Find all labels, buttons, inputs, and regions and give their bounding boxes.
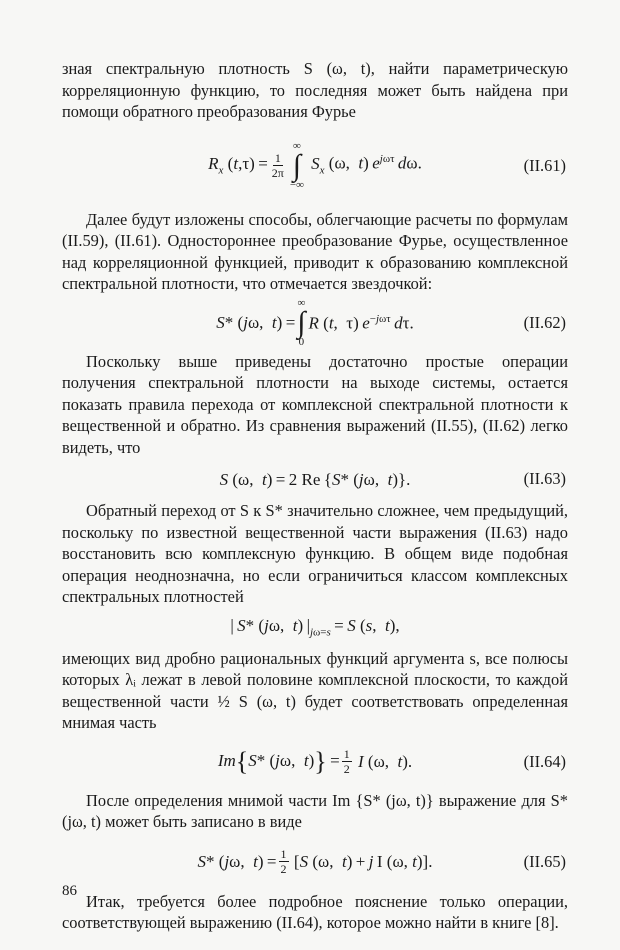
paragraph-4: Обратный переход от S к S* значительно сложнее, чем предыдущий, поскольку по известной вещественной части выражения (II.63) надо восстановить всю комплексную функцию. В общем виде подобная операция неоднозначна, но если ограничиться классом комплексных спектральных плотностей bbox=[62, 501, 568, 606]
equation-label: (II.65) bbox=[523, 851, 566, 871]
equation-II-61: $R_x$ (t,τ) = $\frac{1}{2\pi}$ ∞ ∫ −∞ $S_x$ (ω, t) $e^{j\omega\tau}$ dω. (II.61) bbox=[208, 139, 566, 191]
equation-II-64: Im{S* (jω, t)} = $\frac{1}{2}$ I (ω, t). (II.64) bbox=[217, 746, 566, 776]
paragraph-1: зная спектральную плотность S (ω, t), найти параметрическую корреляционную функцию, то последняя может быть найдена при помощи обратного преобразования Фурье bbox=[62, 59, 568, 121]
paragraph-2: Далее будут изложены способы, облегчающие расчеты по формулам (II.59), (II.61). Одностороннее преобразование Фурье, осуществленное над корреляционной функцией, приводит к образованию комплексной спектральной плотности, что отмечается звездочкой: bbox=[62, 209, 568, 293]
paragraph-7: Итак, требуется более подробное пояснение только операции, соответствующей выражению (II.64), которое можно найти в книге [8]. bbox=[62, 891, 568, 932]
paragraph-5: имеющих вид дробно рациональных функций аргумента s, все полюсы которых λᵢ лежат в левой половине комплексной плоскости, то каждой вещественной части ½ S (ω, t) будет соответствовать определенная мнимая часть bbox=[62, 648, 568, 732]
equation-label: (II.62) bbox=[523, 312, 566, 332]
page-number: 86 bbox=[62, 883, 77, 899]
equation-label: (II.63) bbox=[523, 468, 566, 488]
equation-II-63: S (ω, t) = 2 Re {S* (jω, t)}. (II.63) bbox=[219, 468, 566, 489]
equation-label: (II.64) bbox=[523, 751, 566, 771]
equation-restriction: | S* (jω, t) $|_{j\omega=s} = S$ (s, t), bbox=[230, 615, 400, 639]
equation-II-65: S* (jω, t) = $\frac{1}{2}$ [S (ω, t) + j I (ω, t)]. (II.65) bbox=[197, 847, 566, 876]
paragraph-6: После определения мнимой части Im {S* (jω, t)} выражение для S* (jω, t) может быть записано в виде bbox=[62, 790, 568, 831]
paragraph-3: Поскольку выше приведены достаточно простые операции получения спектральной плотности на выходе системы, остается показать правила перехода от комплексной спектральной плотности к вещественной и обратно. Из сравнения выражений (II.55), (II.62) легко видеть, что bbox=[62, 351, 568, 457]
equation-label: (II.61) bbox=[523, 155, 566, 175]
equation-II-62: S* (jω, t) = ∞ ∫ 0 R (t, τ) $e^{-j\omega\tau}$ dτ. (II.62) bbox=[216, 296, 566, 348]
